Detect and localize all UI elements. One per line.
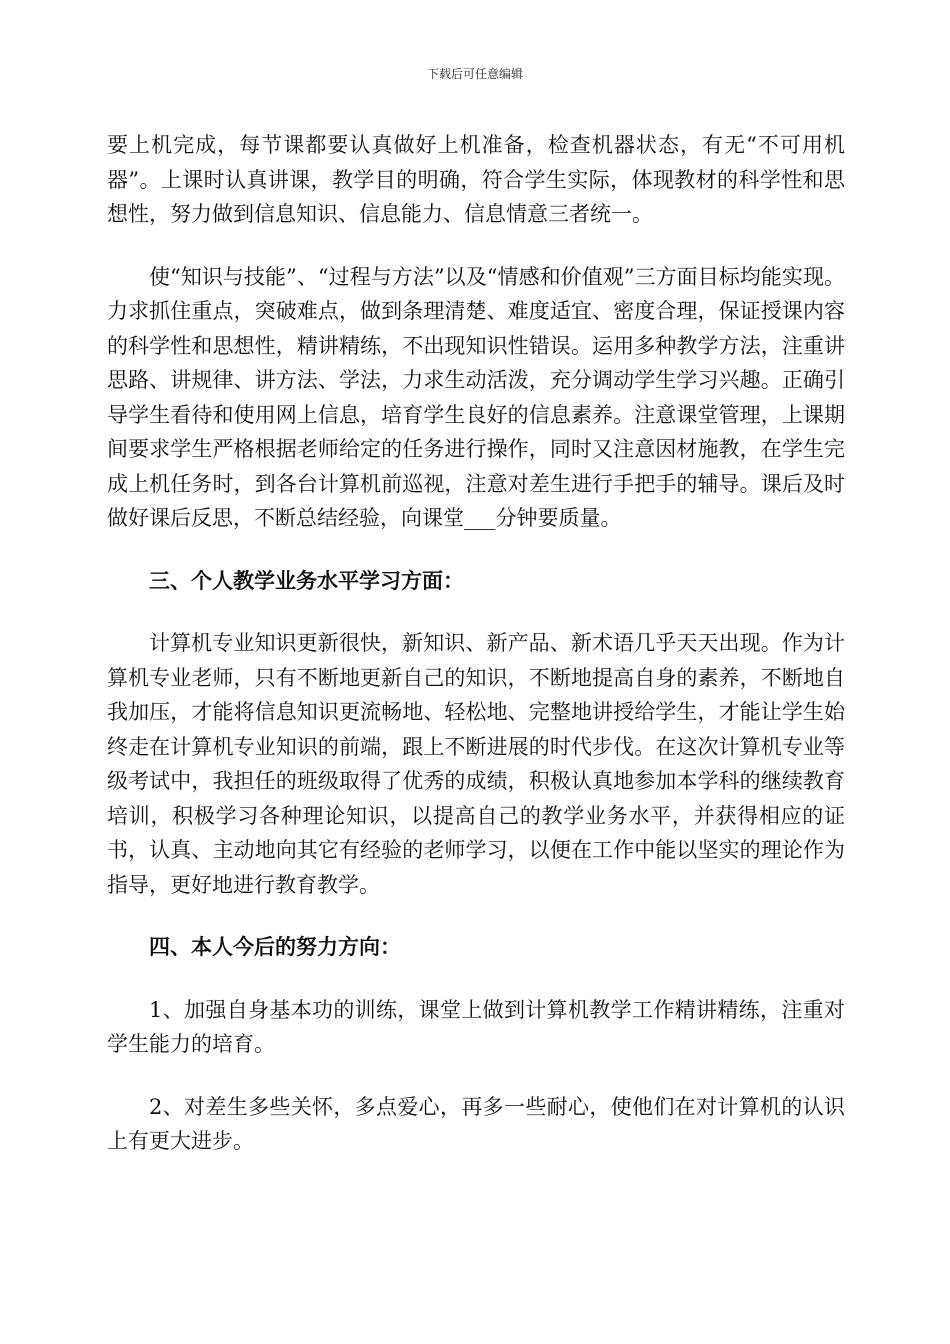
section-heading-3: 三、个人教学业务水平学习方面： [149,567,464,593]
document-body [107,128,845,1159]
paragraph-professional-study: 计算机专业知识更新很快，新知识、新产品、新术语几乎天天出现。作为计算机专业老师，只有不断地更新自己的知识，不断地提高自身的素养，不断地自我加压，才能将信息知识更流畅地、轻松地、完整地讲授给学生，才能让学生始终走在计算机专业知识的前端，跟上不断进展的时代步伐。在这次计算机专业等级考试中，我担任的班级取得了优秀的成绩，积极认真地参加本学科的继续教育培训，积极学习各种理论知识，以提高自己的教学业务水平，并获得相应的证书，认真、主动地向其它有经验的老师学习，以便在工作中能以坚实的理论作为指导，更好地进行教育教学。 [107,631,845,897]
page-header: 下载后可任意编辑 [426,67,523,81]
paragraph-continued: 要上机完成，每节课都要认真做好上机准备，检查机器状态，有无“不可用机器”。上课时认真讲课，教学目的明确，符合学生实际，体现教材的科学性和思想性，努力做到信息知识、信息能力、信息情意三者统一。 [107,133,845,226]
paragraph-direction-1: 1、加强自身基本功的训练，课堂上做到计算机教学工作精讲精练，注重对学生能力的培育。 [107,997,845,1056]
paragraph-direction-2: 2、对差生多些关怀，多点爱心，再多一些耐心，使他们在对计算机的认识上有更大进步。 [107,1094,845,1153]
paragraph-teaching-goals: 使“知识与技能”、“过程与方法”以及“情感和价值观”三方面目标均能实现。力求抓住重点，突破难点，做到条理清楚、难度适宜、密度合理，保证授课内容的科学性和思想性，精讲精练，不出现知识性错误。运用多种教学方法，注重讲思路、讲规律、讲方法、学法，力求生动活泼，充分调动学生学习兴趣。正确引导学生看待和使用网上信息，培育学生良好的信息素养。注意课堂管理，上课期间要求学生严格根据老师给定的任务进行操作，同时又注意因材施教，在学生完成上机任务时，到各台计算机前巡视，注意对差生进行手把手的辅导。课后及时做好课后反思，不断总结经验，向课堂___分钟要质量。 [107,264,845,530]
section-heading-4: 四、本人今后的努力方向： [149,934,401,959]
